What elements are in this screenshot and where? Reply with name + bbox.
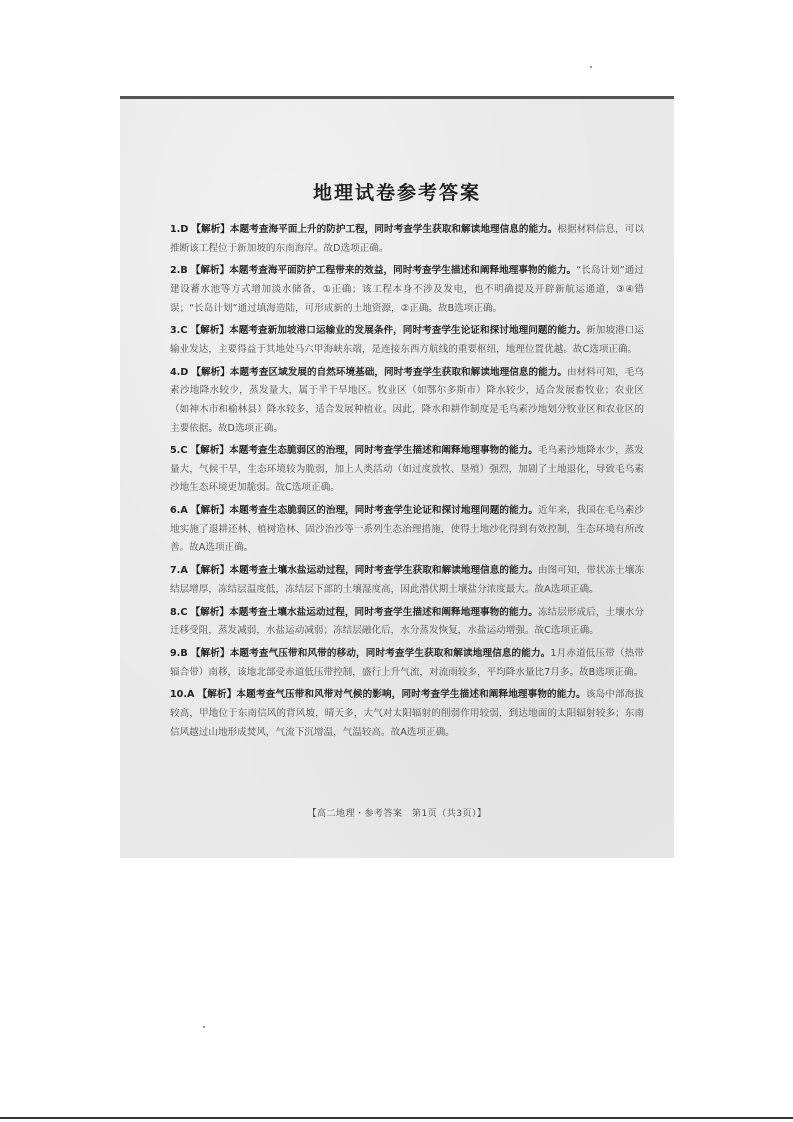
answer-list	[170, 221, 644, 746]
analysis-tag: 【解析】	[190, 445, 230, 457]
answer-number: 6.A	[170, 505, 188, 517]
scan-speck	[590, 66, 592, 68]
answer-heading: 本题考查新加坡港口运输业的发展条件，同时考查学生论证和探讨地理问题的能力。	[229, 325, 587, 337]
answer-number: 2.B	[170, 265, 188, 277]
analysis-tag: 【解析】	[191, 366, 230, 378]
analysis-tag: 【解析】	[191, 224, 230, 235]
answer-heading: 本题考查生态脆弱区的治理，同时考查学生描述和阐释地理事物的能力。	[229, 445, 538, 457]
answer-number: 1.D	[170, 224, 189, 235]
answer-body: 近年来，我国在毛乌素沙地实施了退耕还林、植树造林、固沙治沙等一系列生态治理措施，使得土地沙化得到有效控制，生态环境有所改善。故A选项正确。	[170, 505, 645, 554]
answer-item	[170, 645, 644, 682]
answer-body: 毛乌素沙地降水少，蒸发量大，气候干旱，生态环境较为脆弱，加上人类活动（如过度放牧、垦殖）强烈，加剧了土地退化，导致毛乌素沙地生态环境更加脆弱。故C选项正确。	[170, 445, 645, 494]
answer-number: 8.C	[170, 606, 188, 618]
answer-number: 10.A	[170, 689, 195, 701]
answer-item	[170, 604, 644, 641]
answer-body: 1月赤道低压带（热带辐合带）南移，该地北部受赤道低压带控制，盛行上升气流，对流雨较多，平均降水量比7月多。故B选项正确。	[170, 647, 644, 678]
analysis-tag: 【解析】	[197, 689, 237, 701]
analysis-tag: 【解析】	[190, 647, 230, 659]
answer-body: 由材料可知，毛乌素沙地降水较少，蒸发量大，属于半干旱地区。牧业区（如鄂尔多斯市）降水较少，适合发展畜牧业；农业区（如神木市和榆林县）降水较多，适合发展种植业。因此，降水和耕作制度是毛乌素沙地划分牧业区和农业区的主要依据。故D选项正确。	[170, 366, 645, 434]
scanned-page	[120, 96, 674, 858]
answer-number: 7.A	[170, 565, 188, 577]
answer-heading: 本题考查海平面防护工程带来的效益，同时考查学生描述和阐释地理事物的能力。	[229, 265, 577, 277]
answer-body: 由图可知，带状冻土壤冻结层增厚，冻结层温度低，冻结层下部的土壤湿度高，因此潜伏期土壤盐分浓度最大。故A选项正确。	[170, 565, 645, 595]
scan-top-edge	[120, 96, 674, 99]
answer-item	[170, 502, 644, 558]
answer-number: 4.D	[170, 366, 189, 378]
answer-heading: 本题考查生态脆弱区的治理，同时考查学生论证和探讨地理问题的能力。	[229, 505, 538, 517]
answer-number: 3.C	[170, 325, 188, 337]
answer-body: “长岛计划”通过建设蓄水池等方式增加淡水储备，①正确；该工程本身不涉及发电，也不明确提及开辟新航运通道，③④错误；“长岛计划”通过填海造陆，可形成新的土地资源，②正确。故B选项正确。	[170, 265, 644, 314]
answer-heading: 本题考查气压带和风带的移动，同时考查学生获取和解读地理信息的能力。	[229, 647, 551, 659]
answer-number: 5.C	[170, 445, 188, 457]
answer-number: 9.B	[170, 647, 188, 659]
answer-item	[170, 221, 644, 258]
scan-speck	[203, 1026, 205, 1028]
answer-body: 新加坡港口运输业发达，主要得益于其地处马六甲海峡东端，是连接东西方航线的重要枢纽，地理位置优越。故C选项正确。	[170, 325, 645, 355]
answer-heading: 本题考查区域发展的自然环境基础，同时考查学生获取和解读地理信息的能力。	[229, 366, 567, 378]
analysis-tag: 【解析】	[190, 505, 230, 517]
analysis-tag: 【解析】	[190, 265, 230, 277]
page-footer: 【高二地理・参考答案 第1页（共3页）】	[307, 809, 487, 819]
page-bottom-edge	[0, 1117, 793, 1119]
answer-body: 冻结层形成后，土壤水分迁移受阻，蒸发减弱，水盐运动减弱；冻结层融化后，水分蒸发恢复，水盐运动增强。故C选项正确。	[170, 606, 645, 637]
answer-body: 根据材料信息，可以推断该工程位于新加坡的东南海岸。故D选项正确。	[170, 224, 645, 254]
answer-body: 该岛中部海拔较高，甲地位于东南信风的背风坡，晴天多，大气对太阳辐射的削弱作用较弱，到达地面的太阳辐射较多；东南信风越过山地形成焚风，气流下沉增温，气温较高。故A选项正确。	[170, 689, 645, 738]
answer-heading: 本题考查土壤水盐运动过程，同时考查学生获取和解读地理信息的能力。	[229, 565, 538, 577]
analysis-tag: 【解析】	[190, 606, 230, 618]
answer-item	[170, 562, 644, 599]
answer-item	[170, 364, 644, 438]
page-title: 地理试卷参考答案	[312, 182, 481, 204]
answer-item	[170, 442, 644, 498]
answer-heading: 本题考查海平面上升的防护工程，同时考查学生获取和解读地理信息的能力。	[229, 224, 558, 235]
answer-heading: 本题考查气压带和风带对气候的影响，同时考查学生描述和阐释地理事物的能力。	[236, 689, 586, 701]
answer-item	[170, 322, 644, 359]
answer-item	[170, 262, 644, 318]
answer-heading: 本题考查土壤水盐运动过程，同时考查学生描述和阐释地理事物的能力。	[229, 606, 538, 618]
analysis-tag: 【解析】	[190, 325, 230, 337]
analysis-tag: 【解析】	[190, 565, 230, 577]
answer-item	[170, 686, 644, 742]
